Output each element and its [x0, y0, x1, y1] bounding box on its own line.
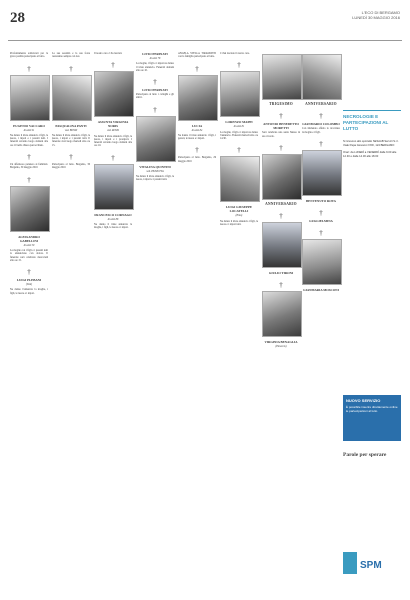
deceased-subtitle: di anni 91 [23, 128, 35, 132]
cross-icon: † [319, 208, 323, 217]
ad-title: NUOVO SERVIZIO [346, 398, 381, 403]
portrait-photo [10, 186, 50, 232]
portrait-photo [302, 54, 342, 100]
column-4 [136, 52, 174, 188]
deceased-name: GIANMARIA MOSCONI [303, 287, 339, 292]
obituary-text: La moglie, i figli e i nipoti ne danno l'annuncio. Funerali martedì alle ore 14.30. [220, 130, 258, 141]
deceased-name: GUGLIELMINA [309, 218, 333, 223]
obituary-text: Ne danno il triste annuncio i figli, le nuore, i nipoti e i parenti tutti. I funerali avranno luogo domani alle ore 10 nella chiesa parrocchiale. [10, 133, 48, 147]
obituary-text: ANGELA STELLA TIRAMONTI con la famiglia partecipano al lutto. [178, 52, 216, 59]
portrait-photo [302, 239, 342, 285]
obituary-text: Con immutato affetto lo ricordano la moglie e i figli. [302, 127, 340, 134]
deceased-subtitle: di anni 81 [233, 125, 245, 129]
obituary-entry [302, 229, 340, 292]
obituary-entry [302, 54, 340, 106]
deceased-subtitle: ved. PEZZOTTA [146, 169, 164, 173]
cross-icon: † [111, 153, 115, 162]
obituary-text: Il nostro caro ci ha lasciati. [94, 52, 123, 55]
deceased-name: ANNIVERSARIO [305, 102, 337, 106]
office-hours: Orari: da LUNEDÌ a VENERDÌ dalle 9.00 alle 12.30 e dalle 14.30 alle 18.00 [343, 151, 397, 158]
obituary-entry [220, 146, 258, 226]
deceased-subtitle: ved. BONZI [64, 128, 78, 132]
deceased-name: ASSUNTA VIRGINIA NORIS [97, 120, 129, 129]
obituary-entry [52, 153, 90, 170]
deceased-name: LIVIO PERINATI [142, 52, 168, 56]
obituary-entry [10, 52, 48, 59]
cross-icon: † [27, 268, 31, 277]
obituary-entry [220, 61, 258, 140]
cross-icon: † [195, 146, 199, 155]
obituary-entry [136, 78, 174, 100]
deceased-name: GIANMARIO COLOMBO [302, 122, 340, 127]
cross-icon: † [27, 64, 31, 73]
deceased-name: VITALINA QUINTINI [139, 164, 171, 169]
deceased-name: LUCIA [191, 123, 203, 128]
obituary-entry [178, 146, 216, 163]
portrait-photo [10, 75, 50, 121]
cross-icon: † [279, 112, 283, 121]
cross-icon: † [237, 146, 241, 155]
cross-icon: † [195, 64, 199, 73]
obituary-entry [10, 65, 48, 147]
deceased-name: PASQUALINA PANTI [55, 123, 87, 128]
column-6 [220, 52, 258, 232]
obituary-entry [302, 112, 340, 134]
obituary-text: Ne danno il triste annuncio i figli, le nuore e i nipoti tutti. [220, 219, 258, 227]
portrait-photo [136, 116, 176, 162]
obituary-text: Ne danno il triste annuncio i figli, le nuore, i nipoti e i pronipoti. I funerali avranno luogo domani alle ore 10. [94, 134, 132, 148]
obituary-text: Ne danno il triste annuncio i figli, le nuore, i nipoti e i parenti tutti. [136, 175, 174, 182]
portrait-photo [94, 71, 134, 117]
office-info: Si ricevono allo sportello SESAAB Servizi S.r.l. Viale Papa Giovanni XXIII, 124 BERGAMO [343, 140, 399, 147]
obituary-text: Ne danno l'annuncio la moglie, i figli, le nuore e i nipoti. [10, 288, 48, 295]
obituary-entry [302, 209, 340, 223]
sidebar [343, 52, 401, 158]
obituary-entry [10, 176, 48, 262]
obituary-entry [52, 52, 90, 59]
obituary-text: Ne danno il triste annuncio i figli, le nuore, i nipoti e i parenti tutti. Il funerale avrà luogo martedì alle ore 15. [52, 133, 90, 147]
obituary-text: Ne danno il triste annuncio la moglie, i figli, le nuore e i nipoti. [94, 223, 132, 230]
portrait-photo [302, 150, 342, 196]
obituary-text: La moglie, i figli e i nipoti ne danno il triste annuncio. Funerali domani alle ore 10. [136, 62, 174, 72]
page-number: 28 [10, 10, 25, 26]
online-service-ad[interactable] [343, 395, 401, 441]
deceased-name: BENVENUTO ROTA [306, 198, 336, 203]
column-3 [94, 52, 132, 236]
cross-icon: † [237, 61, 241, 70]
portrait-photo [262, 222, 302, 268]
portrait-photo [52, 75, 92, 121]
cross-icon: † [69, 153, 73, 162]
portrait-photo [262, 154, 302, 200]
obituary-entry [220, 52, 258, 55]
deceased-name: ANTONIO BENEDETTO MORETTI [263, 122, 299, 131]
cross-icon: † [279, 143, 283, 152]
obituary-entry [94, 52, 132, 55]
obituary-entry [262, 144, 300, 206]
deceased-subtitle: (Pino) [235, 214, 243, 218]
obituary-entry [10, 268, 48, 295]
publication-name: L'ECO DI BERGAMO [361, 10, 400, 15]
column-7 [262, 52, 300, 354]
spm-logo [343, 548, 383, 580]
cross-icon: † [69, 64, 73, 73]
cross-icon: † [279, 281, 283, 290]
obituary-text: La moglie con i figli e i parenti tutti lo annunciano con dolore. Il funerale sarà celebrato mercoledì alle ore 15. [10, 248, 48, 262]
section-title: NECROLOGIE E PARTECIPAZIONI AL LUTTO [343, 110, 401, 132]
deceased-subtitle: di anni 88 [107, 217, 119, 221]
column-2 [52, 52, 90, 176]
obituary-entry [94, 61, 132, 147]
sidebar-info [343, 140, 401, 158]
obituary-entry [262, 112, 300, 138]
obituary-entry [262, 212, 300, 275]
deceased-subtitle: di anni 59 [23, 243, 35, 247]
publication-date: LUNEDÌ 30 MAGGIO 2016 [352, 15, 400, 20]
cross-icon: † [279, 212, 283, 221]
column-1 [10, 52, 48, 301]
deceased-subtitle: di anni 78 [149, 57, 161, 60]
cross-icon: † [153, 105, 157, 114]
obituary-entry [302, 140, 340, 203]
column-8 [302, 52, 340, 298]
ad-text: È possibile inserire direttamente online le partecipazioni al lutto [346, 405, 398, 413]
portrait-photo [220, 71, 260, 117]
obituary-entry [262, 281, 300, 348]
deceased-name: ANNIVERSARIO [265, 201, 297, 206]
obituary-text: Partecipano al lutto. Bergamo, 29 maggio 2016 [178, 156, 216, 163]
obituary-entry [136, 52, 174, 72]
obituary-text: Partecipano al lutto i colleghi e gli amici. [136, 93, 174, 100]
obituary-entry [10, 153, 48, 170]
obituary-entry [262, 54, 300, 106]
deceased-name: FRANCESCO CORNAGO [94, 212, 132, 217]
portrait-photo [262, 54, 302, 100]
obituary-entry [136, 106, 174, 182]
obituary-entry [178, 65, 216, 141]
portrait-photo [178, 75, 218, 121]
deceased-name: LORENZO MAPPI [225, 120, 253, 125]
obituary-text: Ne danno il triste annuncio i figli, i generi, le nuore e i nipoti. [178, 133, 216, 141]
parole-heading: Parole per sperare [343, 452, 387, 458]
deceased-name: TRIGESIMO [269, 102, 293, 106]
column-5 [178, 52, 216, 169]
obituary-text: Sarà celebrata una santa Messa in suo ricordo. [262, 131, 300, 138]
deceased-subtitle: (Pinuccia) [275, 345, 287, 349]
deceased-name: VIRGINIA BENAGLIA [264, 340, 298, 345]
deceased-name: EUGENIO VACCARO [13, 123, 45, 128]
deceased-name: LUIGI GIUSEPPE LOCATELLI [225, 205, 253, 214]
publication-info [352, 10, 400, 20]
cross-icon: † [153, 78, 157, 87]
deceased-name: LUIGI PLEBANI [16, 278, 42, 283]
obituary-entry [178, 52, 216, 59]
cross-icon: † [27, 175, 31, 184]
obituary-text: Ci hai lasciato il nostro caro. [220, 52, 250, 55]
deceased-name: ALESSANDRO GABELLINI [18, 234, 40, 243]
cross-icon: † [27, 153, 31, 162]
deceased-subtitle: ved. ROSSI [107, 129, 119, 133]
deceased-subtitle: (Toni) [25, 283, 33, 287]
portrait-photo [262, 291, 302, 337]
deceased-name: LIVIO PERINATI [142, 88, 168, 93]
cross-icon: † [111, 61, 115, 70]
deceased-name: GIULIO TIRONI [268, 271, 294, 276]
obituary-text: Profondamente addolorati per la grave perdita partecipano al lutto. [10, 52, 48, 59]
obituary-entry [94, 154, 132, 230]
page-header [8, 6, 402, 41]
portrait-photo [220, 156, 260, 202]
deceased-subtitle: di anni 84 [191, 128, 203, 132]
obituary-text: La sua serenità e la sua forza resteranno sempre con noi. [52, 52, 90, 59]
cross-icon: † [319, 228, 323, 237]
cross-icon: † [319, 112, 323, 121]
cross-icon: † [319, 139, 323, 148]
obituary-entry [52, 65, 90, 147]
obituary-text: Un affettuoso pensiero ai familiari. Bergamo, 30 maggio 2016 [10, 163, 48, 170]
obituary-text: Partecipano al lutto. Bergamo, 30 maggio 2016 [52, 163, 90, 170]
portrait-photo [94, 164, 134, 210]
svg-text:SPM: SPM [360, 560, 382, 571]
